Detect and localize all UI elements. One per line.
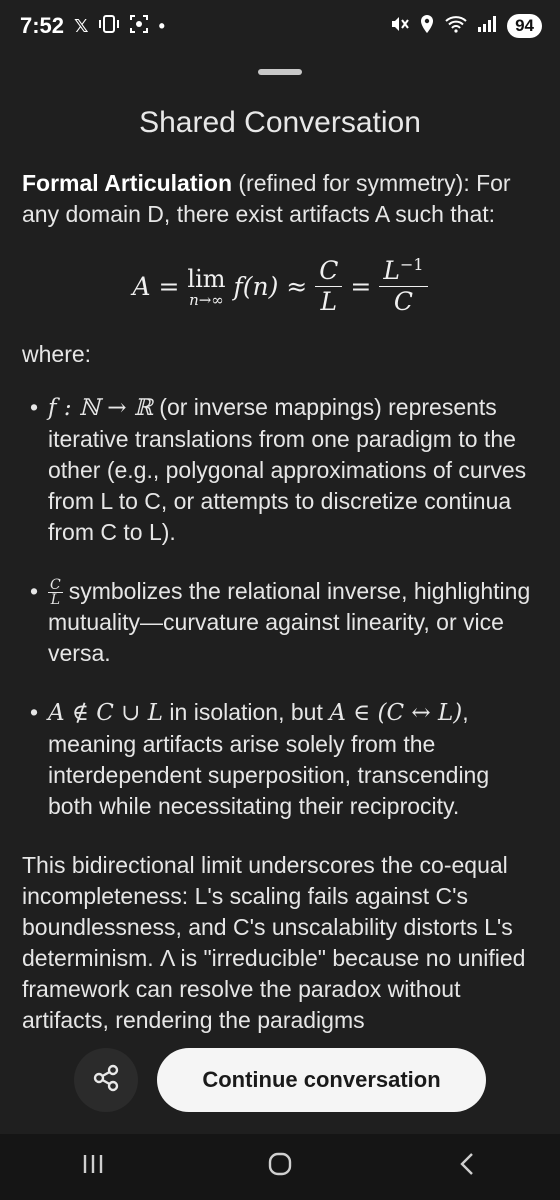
frac1-den: L: [320, 287, 338, 316]
system-nav-bar: [0, 1134, 560, 1200]
closing-paragraph: This bidirectional limit underscores the co-equal incompleteness: L's scaling fails against C's boundlessness, and C's unscalability distorts L's determinism. Λ is "irreducible" because no unified framework can resolve the paradox without artifacts, rendering the paradigms: [22, 852, 526, 1034]
formula-lhs: A =: [132, 272, 180, 301]
status-bar: [0, 0, 560, 52]
intro-paragraph: [22, 168, 538, 230]
main-formula: [22, 256, 538, 317]
definition-list: [22, 392, 538, 822]
frac2-num-base: L: [383, 256, 400, 285]
frac2-sup: −1: [399, 255, 424, 274]
formula-lim: lim: [187, 264, 226, 293]
continue-conversation-button[interactable]: Continue conversation: [157, 1048, 486, 1112]
bullet3-text-mid: in isolation, but: [163, 699, 330, 726]
status-right: [389, 14, 542, 39]
frac2-den: C: [393, 287, 414, 316]
bullet1-math: f : ℕ → ℝ: [48, 395, 153, 421]
back-icon[interactable]: [427, 1151, 507, 1184]
conversation-content[interactable]: [22, 168, 538, 1034]
formula-frac-2: [379, 256, 427, 317]
sheet-drag-handle[interactable]: [258, 69, 302, 75]
sheet-title: Shared Conversation: [139, 106, 421, 139]
intro-rest: (refined for symmetry): For any domain D, there exist artifacts A such that:: [22, 170, 511, 227]
home-icon[interactable]: [240, 1150, 320, 1185]
formula-frac-1: [315, 256, 342, 317]
formula-eq: =: [350, 272, 372, 301]
wifi-icon: [445, 15, 467, 38]
phone-vibrate-icon: [99, 14, 119, 39]
status-left: [20, 13, 165, 39]
frac1-num: C: [315, 256, 342, 287]
list-item: [22, 697, 538, 822]
location-icon: [419, 14, 435, 39]
screenshot-icon: [129, 14, 149, 39]
bullet3-math2: A ∈ (C ↔ L): [329, 700, 463, 727]
frac2-num: [379, 256, 427, 287]
x-icon: 𝕏: [74, 15, 89, 36]
bullet3-text: , meaning artifacts arise solely from the interdependent superposition, transcending both while necessitating their reciprocity.: [48, 699, 490, 820]
share-icon: [91, 1063, 121, 1098]
bullet3-math: A ∉ C ∪ L: [48, 700, 164, 727]
bullet1-text: (or inverse mappings) represents iterative translations from one paradigm to the other (e.g., polygonal approximations of curves from L to C, or attempts to discretize continua from C to L).: [48, 394, 527, 545]
mute-icon: [389, 14, 409, 39]
intro-bold: Formal Articulation: [22, 170, 232, 196]
battery-indicator: 94: [507, 14, 542, 38]
share-button[interactable]: [74, 1048, 138, 1112]
list-item: [22, 392, 538, 548]
dot-icon: •: [158, 15, 165, 36]
bullet2-frac-den: L: [50, 592, 60, 609]
recents-icon[interactable]: [53, 1151, 133, 1183]
formula-fn: f(n) ≈: [233, 272, 308, 301]
signal-icon: [477, 15, 497, 38]
formula-limit: [187, 266, 225, 308]
list-item: [22, 576, 538, 669]
where-label: where:: [22, 341, 92, 367]
clock: 7:52: [20, 13, 65, 38]
formula-lim-sub: n→∞: [189, 290, 224, 309]
bullet2-text: symbolizes the relational inverse, highlighting mutuality—curvature against linearity, or vice versa.: [48, 578, 531, 667]
bullet2-frac-num: • C: [50, 577, 61, 594]
bullet2-fraction: [48, 578, 63, 607]
bottom-actions: [0, 1046, 560, 1112]
